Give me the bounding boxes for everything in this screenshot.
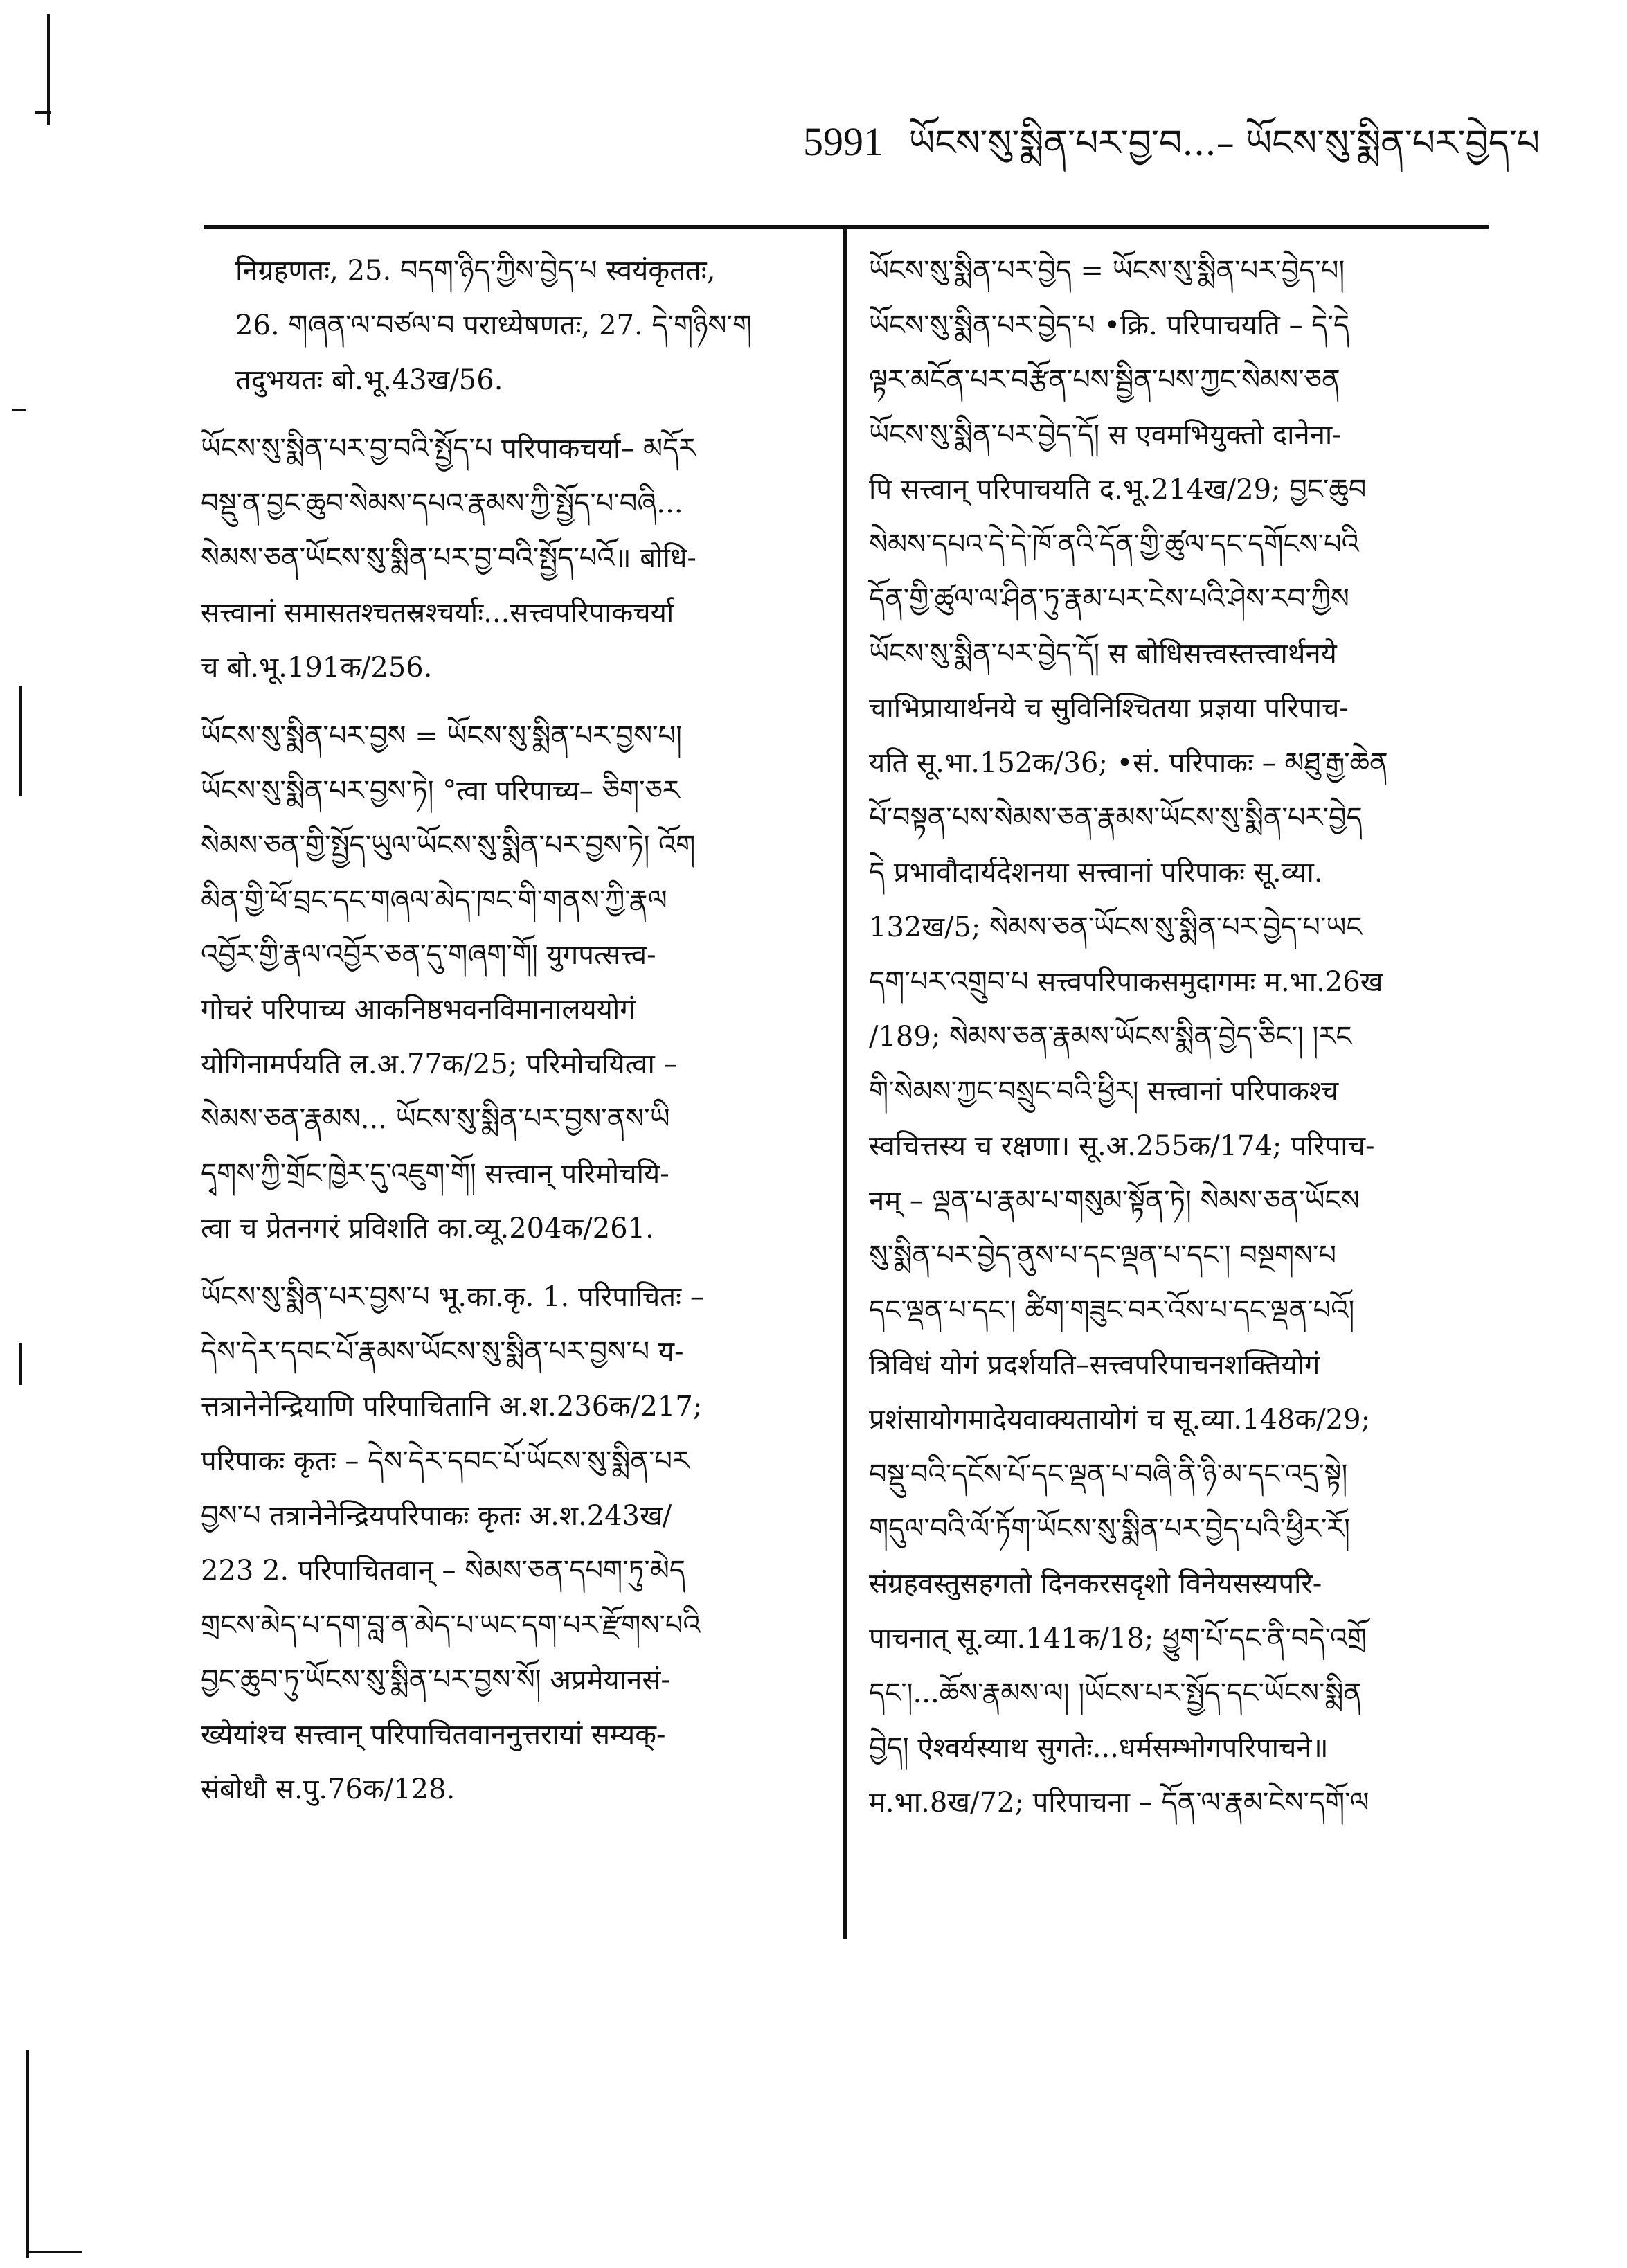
page-number: 5991	[803, 119, 883, 164]
dictionary-entry	[201, 422, 824, 695]
entry-line: संबोधौ स.पु.76क/128.	[201, 1774, 456, 1805]
page-header	[803, 119, 1540, 164]
entry-line: त्रिविधं योगं प्रदर्शयति–सत्त्वपरिपाचनशक्तियोगं	[869, 1349, 1320, 1381]
right-column	[869, 244, 1499, 1844]
dictionary-entry	[201, 1270, 824, 1817]
margin-mark-mid	[19, 686, 22, 796]
entry-line: སེམས་ཅན་ཡོངས་སུ་སྨིན་པར་བྱ་བའི་སྤྱོད་པའོ॥ बोधि-	[201, 542, 696, 574]
entry-line: སུ་སྨིན་པར་བྱེད་ནུས་པ་དང་ལྡན་པ་དང་། བསྔགས་པ	[869, 1240, 1337, 1271]
entry-line: 223 2. परिपाचितवान् – སེམས་ཅན་དཔག་ཏུ་མེད	[201, 1555, 685, 1587]
entry-line: སེམས་ཅན་རྣམས... ཡོངས་སུ་སྨིན་པར་བྱས་ནས་ཡི	[201, 1103, 670, 1135]
entry-line: དེས་དེར་དབང་པོ་རྣམས་ཡོངས་སུ་སྨིན་པར་བྱས་པ य-	[201, 1336, 684, 1368]
entry-line: གི་སེམས་ཀྱང་བསྲུང་བའི་ཕྱིར། सत्त्वानां परिपाकश्च	[869, 1075, 1339, 1107]
entry-line: चाभिप्रायार्थनये च सुविनिश्चितया प्रज्ञया परिपाच-	[869, 693, 1349, 724]
entry-line: བྱེད། ऐश्वर्यस्याथ सुगतेः...धर्मसम्भोगपरिपाचने॥	[869, 1732, 1329, 1764]
column-divider	[843, 229, 847, 1939]
margin-mark-bottom	[26, 2050, 29, 2258]
entry-line: 26. གཞན་ལ་བཙལ་བ पराध्येषणतः, 27. དེ་གཉིས་ག	[235, 310, 753, 341]
entry-line: परिपाकः कृतः – དེས་དེར་དབང་པོ་ཡོངས་སུ་སྨིན་པར	[201, 1445, 690, 1477]
entry-line: གདུལ་བའི་ལོ་ཏོག་ཡོངས་སུ་སྨིན་པར་བྱེད་པའི་ཕྱིར་རོ།	[869, 1513, 1351, 1545]
entry-line: /189; སེམས་ཅན་རྣམས་ཡོངས་སྨིན་བྱེད་ཅིང་། །རང	[869, 1021, 1352, 1053]
entry-line: प्रशंसायोगमादेयवाक्यतायोगं च सू.व्या.148क/29;	[869, 1404, 1371, 1436]
entry-line: स्वचित्तस्य च रक्षणा। सू.अ.255क/174; परिपाच-	[869, 1130, 1375, 1162]
entry-line: ཡོངས་སུ་སྨིན་པར་བྱེད་པ •क्रि. परिपाचयति – དེ་དེ	[869, 310, 1350, 341]
dictionary-entry	[869, 244, 1499, 298]
entry-line: བྱང་ཆུབ་ཏུ་ཡོངས་སུ་སྨིན་པར་བྱས་སོ། अप्रमेयानसं-	[201, 1664, 670, 1696]
entry-line: གྲངས་མེད་པ་དག་བླ་ན་མེད་པ་ཡང་དག་པར་རྫོགས་པའི	[201, 1609, 701, 1641]
entry-line: བསྡུ་ན་བྱང་ཆུབ་སེམས་དཔའ་རྣམས་ཀྱི་སྤྱོད་པ་བཞི...	[201, 488, 683, 519]
entry-line: དང་ལྡན་པ་དང་། ཚིག་གཟུང་བར་འོས་པ་དང་ལྡན་པའོ།	[869, 1294, 1355, 1326]
entry-line: यति सू.भा.152क/36; •सं. परिपाकः – མཐུ་རྒྱ་ཆེན	[869, 747, 1388, 779]
entry-line: गोचरं परिपाच्य आकनिष्ठभवनविमानालययोगं	[201, 994, 636, 1026]
entry-line: त्वा च प्रेतनगरं प्रविशति का.व्यू.204क/261.	[201, 1213, 654, 1244]
entry-line: དང་།...ཆོས་རྣམས་ལ། །ཡོངས་པར་སྤྱོད་དང་ཡོངས་སྨིན	[869, 1677, 1363, 1709]
entry-line: བསྡུ་བའི་དངོས་པོ་དང་ལྡན་པ་བཞི་ནི་ཉི་མ་དང་འདྲ་སྟེ།	[869, 1458, 1348, 1490]
entry-line: པོ་བསྟན་པས་སེམས་ཅན་རྣམས་ཡོངས་སུ་སྨིན་པར་བྱེད	[869, 802, 1363, 834]
entry-line: सत्त्वानां समासतश्चतस्रश्चर्याः...सत्त्वपरिपाकचर्या	[201, 597, 674, 629]
margin-mark-t	[12, 409, 26, 411]
entry-line: དོན་གྱི་ཚུལ་ལ་ཤིན་ཏུ་རྣམ་པར་ངེས་པའི་ཤེས་རབ་ཀྱིས	[869, 583, 1349, 615]
entry-line: ཡོངས་སུ་སྨིན་པར་བྱེད་དོ། स बोधिसत्त्वस्तत्त्वार्थनये	[869, 638, 1337, 670]
entry-line: ཡོངས་སུ་སྨིན་པར་བྱེད་དོ། स एवमभियुक्तो दानेना-	[869, 419, 1342, 451]
entry-line: ཡོངས་སུ་སྨིན་པར་བྱས་པ भू.का.कृ. 1. परिपाचितः –	[201, 1281, 704, 1313]
entry-line: བྱས་པ तत्रानेनेन्द्रियपरिपाकः कृतः अ.श.243ख/	[201, 1500, 672, 1532]
dictionary-entry	[869, 298, 1499, 1830]
entry-line: ཡོངས་སུ་སྨིན་པར་བྱས་ཏེ། °त्वा परिपाच्य– ཅིག་ཅར	[201, 775, 680, 807]
entry-line: च बो.भू.191क/256.	[201, 652, 433, 684]
entry-line: संग्रहवस्तुसहगतो दिनकरसदृशो विनेयसस्यपरि-	[869, 1568, 1322, 1600]
entry-line: ख्येयांश्च सत्त्वान् परिपाचितवाननुत्तरायां सम्यक्-	[201, 1719, 666, 1751]
margin-mark-top	[47, 14, 50, 125]
entry-line: नम् – ལྡན་པ་རྣམ་པ་གསུམ་སྟོན་ཏེ། སེམས་ཅན་ཡོངས	[869, 1185, 1360, 1217]
entry-line: ལྟར་མངོན་པར་བརྩོན་པས་སྦྱིན་པས་ཀྱང་སེམས་ཅན	[869, 364, 1340, 396]
left-column	[201, 244, 824, 1831]
entry-line: སེམས་དཔའ་དེ་དེ་ཁོ་ནའི་དོན་གྱི་ཚུལ་དང་དགོངས་པའི	[869, 528, 1359, 560]
entry-line: ཡོངས་སུ་སྨིན་པར་བྱས = ཡོངས་སུ་སྨིན་པར་བྱས་པ།	[201, 720, 682, 752]
entry-line: དེ प्रभावौदार्यदेशनया सत्त्वानां परिपाकः सू.व्या.	[869, 857, 1323, 889]
entry-line: མིན་གྱི་ཕོ་བྲང་དང་གཞལ་མེད་ཁང་གི་གནས་ཀྱི་རྣལ	[201, 884, 667, 916]
entry-line: पि सत्त्वान् परिपाचयति द.भू.214ख/29; བྱང་ཆུབ	[869, 474, 1367, 506]
margin-mark-tick	[35, 111, 51, 114]
entry-line: म.भा.8ख/72; परिपाचना – དོན་ལ་རྣམ་ངེས་དགོ་ལ	[869, 1787, 1369, 1819]
entry-line: ཡོངས་སུ་སྨིན་པར་བྱེད = ཡོངས་སུ་སྨིན་པར་བྱེད་པ།	[869, 255, 1345, 287]
entry-line: འབྱོར་གྱི་རྣལ་འབྱོར་ཅན་དུ་གཞག་གོ། युगपत्सत्त्व-	[201, 939, 656, 971]
margin-mark-bottom-foot	[26, 2251, 82, 2253]
entry-line: དྭགས་ཀྱི་གྲོང་ཁྱེར་དུ་འཇུག་གོ། सत्त्वान् परिमोचयि-	[201, 1158, 669, 1190]
entry-line: निग्रहणतः, 25. བདག་ཉིད་ཀྱིས་བྱེད་པ स्वयंकृततः,	[235, 255, 716, 287]
entry-line: དག་པར་འགྲུབ་པ सत्त्वपरिपाकसमुदागमः म.भा.26ख	[869, 966, 1383, 998]
entry-line: སེམས་ཅན་གྱི་སྤྱོད་ཡུལ་ཡོངས་སུ་སྨིན་པར་བྱས་ཏེ། འོག	[201, 830, 696, 861]
entry-line: 132ख/5; སེམས་ཅན་ཡོངས་སུ་སྨིན་པར་བྱེད་པ་ཡང	[869, 911, 1363, 943]
entry-line: योगिनामर्पयति ल.अ.77क/25; परिमोचयित्वा –	[201, 1048, 678, 1080]
entry-line: त्तत्रानेनेन्द्रियाणि परिपाचितानि अ.श.236क/217;	[201, 1391, 703, 1422]
header-range: ཡོངས་སུ་སྨིན་པར་བྱ་བ...– ཡོངས་སུ་སྨིན་པར་བྱེད་པ	[908, 123, 1540, 164]
dictionary-entry	[201, 244, 824, 408]
entry-line: पाचनात् सू.व्या.141क/18; ཕྱུག་པོ་དང་ནི་བདེ་འགྲོ	[869, 1623, 1367, 1654]
margin-mark-mid2	[19, 1343, 22, 1385]
dictionary-entry	[201, 709, 824, 1256]
entry-line: तदुभयतः बो.भू.43ख/56.	[235, 364, 503, 396]
entry-line: ཡོངས་སུ་སྨིན་པར་བྱ་བའི་སྤྱོད་པ परिपाकचर्या– མདོར	[201, 433, 696, 465]
